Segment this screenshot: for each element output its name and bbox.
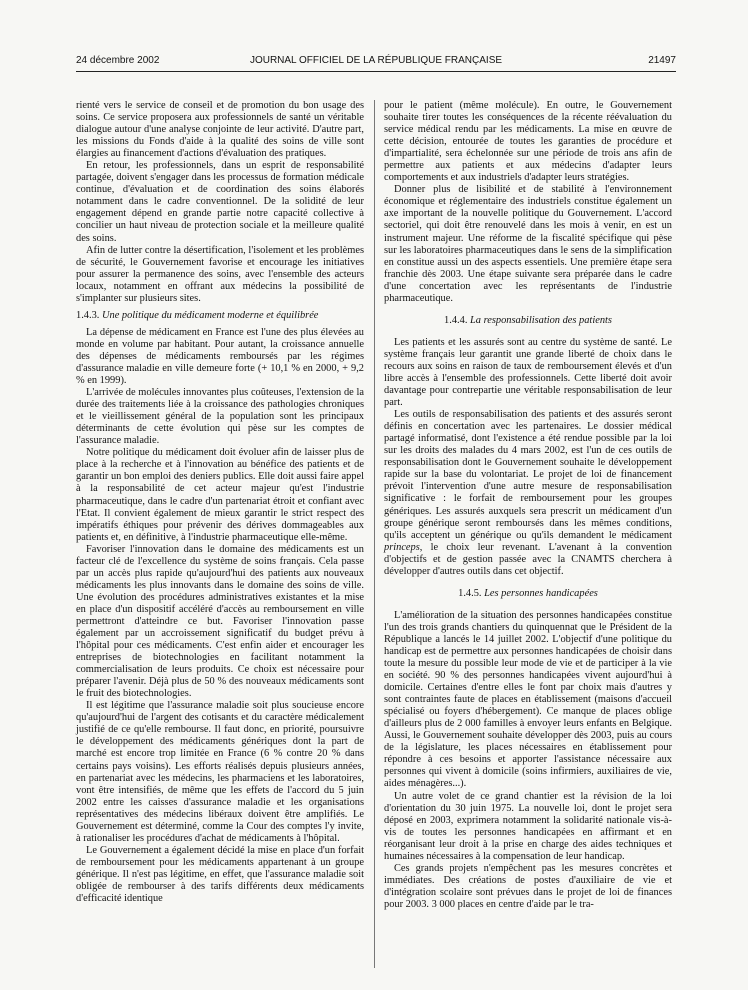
- section-heading-1-4-5: [384, 588, 672, 600]
- section-title: Les personnes handicapées: [484, 587, 598, 599]
- section-title: La responsabilisation des patients: [470, 314, 612, 326]
- right-column: [384, 100, 672, 911]
- left-paragraph-6: Notre politique du médicament doit évoluer afin de laisser plus de place à la recherche et à l'innovation au bénéfice des patients et de garantir un bon emploi des deniers publics. Elle doit aussi faire appel à la responsabilité de cet acteur majeur qu'est l'industrie pharmaceutique, dans le cadre d'un partenariat étroit et confiant avec l'Etat. Il convient également de mieux garantir le strict respect des impératifs éthiques pour prévenir des dérives dommageables aux patients et, en définitive, à l'industrie pharmaceutique elle-même.: [76, 447, 364, 543]
- paragraph-text: , le choix leur revenant. L'avenant à la convention d'objectifs et de gestion passée avec la CNAMTS cherchera à développer d'autres outils dans cet objectif.: [384, 541, 672, 577]
- princeps-term: princeps: [384, 541, 420, 553]
- right-paragraph-1: pour le patient (même molécule). En outre, le Gouvernement souhaite tirer toutes les conséquences de la récente réévaluation du service médical rendu par les médicaments. La mise en œuvre de cette décision, entourée de toutes les garanties de procédure et d'impartialité, sera échelonnée sur une période de trois ans afin de permettre aux patients et aux médecins d'adapter leurs comportements et aux industriels d'adapter leurs stratégies.: [384, 100, 672, 184]
- left-paragraph-4: La dépense de médicament en France est l'une des plus élevées au monde en volume par habitant. Pour autant, la croissance annuelle des dépenses de médicaments remboursés par les régimes d'assurance maladie en ville demeure forte (+ 10,1 % en 2000, + 9,2 % en 1999).: [76, 326, 364, 387]
- left-paragraph-3: Afin de lutter contre la désertification, l'isolement et les problèmes de sécurité, le Gouvernement favorise et encourage les initiatives pour assurer la permanence des soins, avec l'ensemble des acteurs locaux, notamment en offrant aux médecins la possibilité de s'implanter sur plusieurs sites.: [76, 244, 364, 304]
- left-paragraph-2: En retour, les professionnels, dans un esprit de responsabilité partagée, doivent s'engager dans les processus de formation médicale continue, d'évaluation et de coordination des soins élaborés notamment dans le cadre conventionnel. De la solidité de leur engagement dépend en grande partie notre capacité collective à concilier un haut niveau de protection sociale et la meilleure qualité des soins.: [76, 160, 364, 244]
- section-heading-1-4-4: [384, 315, 672, 327]
- section-number: 1.4.4.: [444, 314, 468, 326]
- right-paragraph-7: Ces grands projets n'empêchent pas les mesures concrètes et immédiates. Des créations de postes d'auxiliaire de vie et d'intégration scolaire sont prévues dans le projet de loi de finances pour 2003. 3 000 places en centre d'aide par le tra-: [384, 862, 672, 910]
- header-date: 24 décembre 2002: [76, 55, 160, 66]
- right-paragraph-3: Les patients et les assurés sont au centre du système de santé. Le système français leur garantit une grande liberté de choix dans le recours aux soins en raison de taux de remboursement élevés et d'un libre accès à l'ensemble des professionnels. Cette liberté doit avoir davantage pour contrepartie une véritable responsabilisation de leur part.: [384, 336, 672, 409]
- header-rule: [76, 71, 676, 72]
- column-divider: [374, 100, 375, 968]
- left-paragraph-5: L'arrivée de molécules innovantes plus coûteuses, l'extension de la durée des traitements liée à la croissance des pathologies chroniques et le vieillissement général de la population sont les principaux déterminants de cette évolution qui pèse sur les comptes de l'assurance maladie.: [76, 387, 364, 447]
- right-paragraph-5: L'amélioration de la situation des personnes handicapées constitue l'un des trois grands chantiers du quinquennat que le Président de la République a lancés le 14 juillet 2002. L'objectif d'une politique du handicap est de permettre aux personnes handicapées de choisir dans toute la mesure du possible leur mode de vie et de participer à la vie en société. 90 % des personnes handicapées vivent aujourd'hui à domicile. Certaines d'entre elles le font par choix mais d'autres y sont contraintes faute de places en établissement (maisons d'accueil spécialisé ou foyers d'hébergement). Ce manque de places oblige d'ailleurs plus de 2 000 familles à envoyer leurs enfants en Belgique. Aussi, le Gouvernement souhaite développer dès 2003, puis au cours de la législature, les places nécessaires en établissement pour répondre à ces besoins et apporter l'assistance nécessaire aux personnes qui vivent à domicile (soins infirmiers, auxiliaires de vie, aides ménagères...).: [384, 609, 672, 790]
- right-paragraph-2: Donner plus de lisibilité et de stabilité à l'environnement économique et réglementaire des industriels constitue également un axe important de la nouvelle politique du Gouvernement. L'accord sectoriel, qui doit être renouvelé dans les mois à venir, en est un instrument majeur. Une réforme de la fiscalité spécifique qui pèse sur les laboratoires pharmaceutiques dans le sens de la simplification en constitue aussi un des aspects essentiels. Une première étape sera franchie dès 2003. Une étape suivante sera préparée dans le cadre d'une concertation avec les représentants de l'industrie pharmaceutique.: [384, 184, 672, 304]
- left-paragraph-9: Le Gouvernement a également décidé la mise en place d'un forfait de remboursement pour les médicaments appartenant à un groupe générique. Il n'est pas légitime, en effet, que l'assurance maladie soit obligée de rembourser à des tarifs différents deux médicaments d'efficacité identique: [76, 844, 364, 905]
- left-paragraph-7: Favoriser l'innovation dans le domaine des médicaments est un facteur clé de l'excellence du système de soins français. Cela passe par un accès plus rapide qu'aujourd'hui des patients aux nouveaux médicaments les plus innovants dans le domaine des soins de ville. Une évolution des procédures administratives existantes et la mise en place d'un dispositif accéléré d'accès au remboursement en ville permettront d'atteindre ce but. Favoriser l'innovation passe également par un accroissement significatif du budget prévu à l'hôpital pour ces médicaments. C'est enfin aider et encourager les entreprises de biotechnologies en facilitant notamment la commercialisation de leurs produits. Ce choix est nécessaire pour préparer l'avenir. Déjà plus de 50 % des nouveaux médicaments sont le fruit des biotechnologies.: [76, 543, 364, 700]
- left-paragraph-1: rienté vers le service de conseil et de promotion du bon usage des soins. Ce service proposera aux professionnels de santé un véritable dialogue autour d'une analyse conjointe de leur activité. D'autre part, les missions du Fonds d'aide à la qualité des soins de ville sont élargies au financement d'actions d'évaluation des pratiques.: [76, 100, 364, 160]
- header-journal-title: JOURNAL OFFICIEL DE LA RÉPUBLIQUE FRANÇAISE: [249, 55, 503, 66]
- left-column: [76, 100, 364, 905]
- right-paragraph-6: Un autre volet de ce grand chantier est la révision de la loi d'orientation du 30 juin 1975. La nouvelle loi, dont le projet sera déposé en 2003, exprimera notamment la solidarité nationale vis-à-vis de toutes les personnes handicapées en affirmant et en réorganisant leur droit à la prise en charge des aides techniques et humaines nécessaires à la compensation de leur handicap.: [384, 790, 672, 862]
- left-paragraph-8: Il est légitime que l'assurance maladie soit plus soucieuse encore qu'aujourd'hui de l'argent des cotisants et du caractère médicalement justifié de ce qu'elle rembourse. Il faut donc, en priorité, poursuivre le développement des médicaments génériques dont la part de marché est encore trop limitée en France (6 % contre 20 % dans certains pays voisins). Les efforts réalisés depuis plusieurs années, en partenariat avec les médecins, les pharmaciens et les laboratoires, vont être intensifiés, de même que les effets de l'accord du 5 juin 2002 entre les caisses d'assurance maladie et les organisations représentatives des médecins libéraux doivent être amplifiés. Le Gouvernement est déterminé, comme la Cour des comptes l'y invite, à rationaliser les procédures d'achat de médicaments à l'hôpital.: [76, 700, 364, 844]
- section-heading-1-4-3: [76, 310, 364, 322]
- header-page-number: 21497: [648, 55, 676, 66]
- paragraph-text: Les outils de responsabilisation des patients et des assurés seront définis en concertation avec les partenaires. Le dossier médical partagé informatisé, dont l'existence a été rendue possible par la loi sur les droits des malades du 4 mars 2002, est l'un de ces outils de responsabilisation dont le Gouvernement souhaite le développement rapide sur la base du volontariat. Le projet de loi de financement prévoit l'intervention d'une autre mesure de responsabilisation significative : le forfait de remboursement pour les groupes génériques. Les assurés auxquels sera prescrit un médicament d'un groupe générique seront remboursés dans les mêmes conditions, qu'ils acceptent un générique ou qu'ils demandent le médicament: [384, 409, 672, 541]
- right-paragraph-4: [384, 409, 672, 578]
- page-header: [76, 55, 676, 71]
- section-title: Une politique du médicament moderne et équilibrée: [102, 309, 319, 321]
- section-number: 1.4.3.: [76, 309, 100, 321]
- section-number: 1.4.5.: [458, 587, 482, 599]
